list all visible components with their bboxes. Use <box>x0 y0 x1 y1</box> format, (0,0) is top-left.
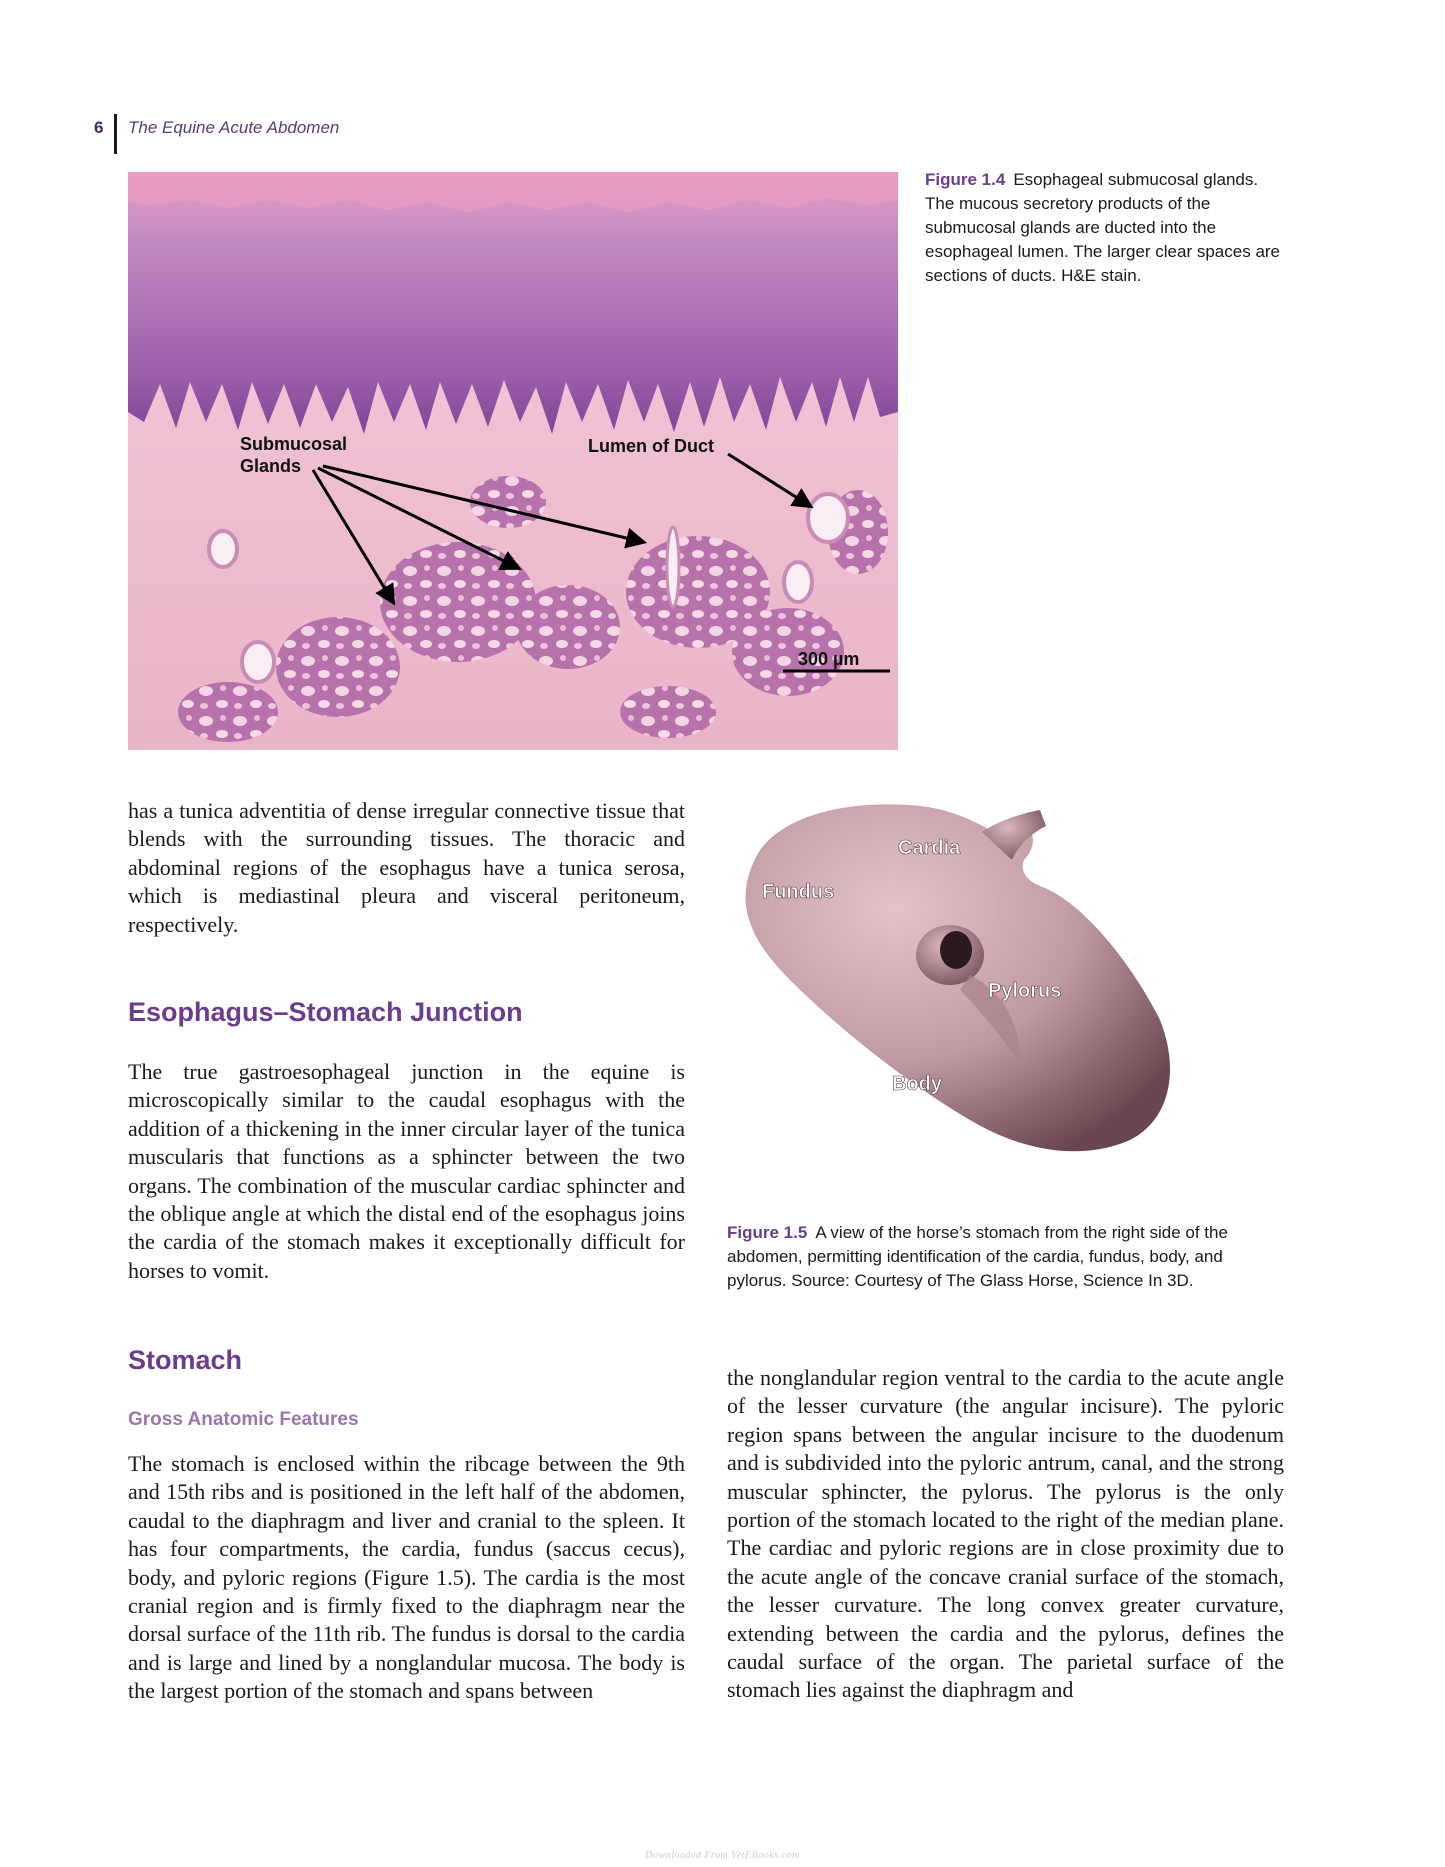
pylorus-opening <box>940 931 972 969</box>
label-lumen-of-duct: Lumen of Duct <box>588 436 714 456</box>
paragraph-stomach-continued: the nonglandular region ventral to the cardia to the acute angle of the lesser curvature (the angular incisure). The pyloric region spans between the angular incisure to the duodenum and is subdivided into the pyloric antrum, canal, and the strong muscular sphincter, the pylorus. The pylorus is the only portion of the stomach located to the right of the median plane. The cardiac and pyloric regions are in close proximity due to the acute angle of the concave cranial surface of the stomach, the lesser curvature. The long convex greater curvature, extending between the cardia and the pylorus, defines the caudal surface of the organ. The parietal surface of the stomach lies against the diaphragm and <box>727 1365 1284 1703</box>
histology-image <box>128 172 898 750</box>
figure-1-5-caption <box>727 1221 1267 1293</box>
label-pylorus: Pylorus <box>988 980 1062 1002</box>
heading-esophagus-stomach-junction: Esophagus–Stomach Junction <box>128 997 523 1027</box>
paragraph-stomach: The stomach is enclosed within the ribcage between the 9th and 15th ribs and is positioned in the left half of the abdomen, caudal to the diaphragm and liver and cranial to the spleen. It has four compartments, the cardia, fundus (saccus cecus), body, and pyloric regions (Figure 1.5). The cardia is the most cranial region and is firmly fixed to the diaphragm near the dorsal surface of the 11th rib. The fundus is dorsal to the cardia and is large and lined by a nonglandular mucosa. The body is the largest portion of the stomach and spans between <box>128 1451 685 1704</box>
stomach-illustration <box>720 790 1190 1210</box>
book-title: The Equine Acute Abdomen <box>128 118 340 137</box>
subheading-gross-anatomic-features: Gross Anatomic Features <box>128 1409 359 1430</box>
heading-stomach: Stomach <box>128 1345 243 1375</box>
header-divider <box>114 114 117 154</box>
paragraph-junction: The true gastroesophageal junction in the equine is microscopically similar to the caudal esophagus with the addition of a thickening in the inner circular layer of the tunica muscularis that functions as a sphincter between the two organs. The combination of the muscular cardiac sphincter and the oblique angle at which the distal end of the esophagus joins the cardia of the stomach makes it exceptionally difficult for horses to vomit. <box>128 1059 685 1283</box>
paragraph-adventitia: has a tunica adventitia of dense irregular connective tissue that blends with the surrounding tissues. The thoracic and abdominal regions of the esophagus have a tunica serosa, which is mediastinal pleura and visceral peritoneum, respectively. <box>128 798 685 937</box>
figure-1-5-caption-text: A view of the horse’s stomach from the right side of the abdomen, permitting identification of the cardia, fundus, body, and pylorus. Source: Courtesy of The Glass Horse, Science In 3D. <box>727 1223 1228 1290</box>
figure-1-5-stomach <box>720 790 1190 1210</box>
footer-watermark: Downloaded From VetEBooks.com <box>645 1850 800 1861</box>
figure-1-4-caption-text: Esophageal submucosal glands. The mucous secretory products of the submucosal glands are ducted into the esophageal lumen. The larger clear spaces are sections of ducts. H&E stain. <box>925 170 1281 285</box>
figure-1-4-micrograph <box>128 172 898 750</box>
label-fundus: Fundus <box>762 881 835 903</box>
page-number: 6 <box>94 118 104 137</box>
label-scale: 300 µm <box>798 649 860 669</box>
figure-1-4-label: Figure 1.4 <box>925 170 1006 189</box>
figure-1-5-label: Figure 1.5 <box>727 1223 808 1242</box>
label-submucosal-line1: Submucosal <box>240 434 348 454</box>
label-submucosal-line2: Glands <box>240 456 302 476</box>
label-body: Body <box>892 1073 942 1095</box>
figure-1-4-caption <box>925 168 1285 288</box>
label-cardia: Cardia <box>898 837 961 859</box>
